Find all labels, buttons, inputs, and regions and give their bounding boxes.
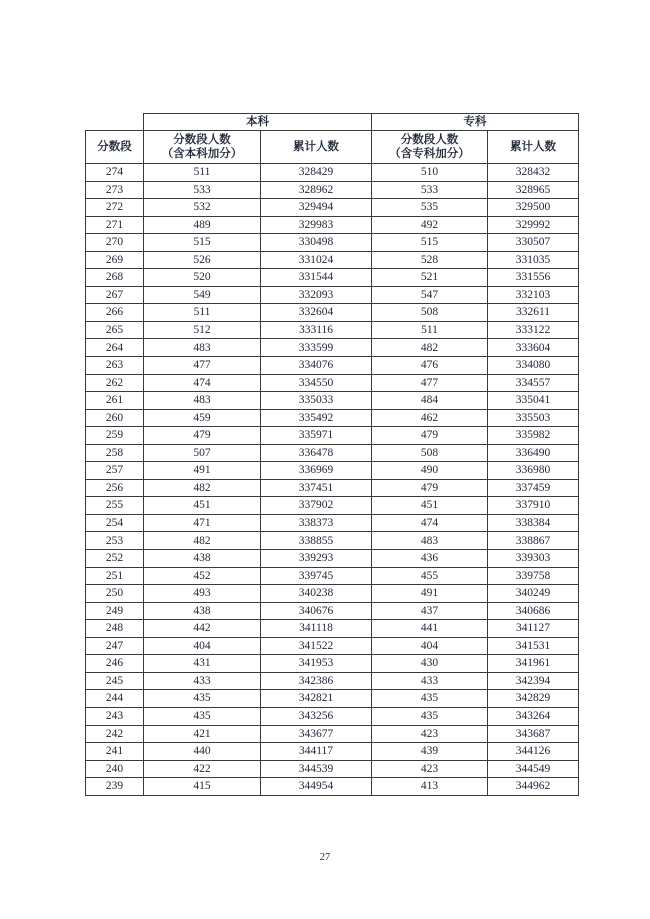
table-cell: 526: [144, 251, 261, 269]
table-cell: 246: [86, 655, 144, 673]
table-cell: 336980: [488, 462, 579, 480]
table-cell: 260: [86, 409, 144, 427]
table-cell: 328432: [488, 164, 579, 182]
table-cell: 329500: [488, 199, 579, 217]
table-cell: 337451: [261, 479, 372, 497]
table-cell: 442: [144, 620, 261, 638]
table-cell: 471: [144, 514, 261, 532]
table-cell: 482: [144, 479, 261, 497]
table-cell: 342386: [261, 672, 372, 690]
table-cell: 341127: [488, 620, 579, 638]
table-cell: 240: [86, 760, 144, 778]
header-jc-segment-count-line1: 分数段人数: [400, 133, 459, 146]
table-cell: 493: [144, 585, 261, 603]
table-cell: 337902: [261, 497, 372, 515]
table-cell: 341961: [488, 655, 579, 673]
table-header-group-row: [86, 114, 579, 131]
table-cell: 344962: [488, 778, 579, 796]
table-cell: 341953: [261, 655, 372, 673]
table-row: [86, 357, 579, 375]
table-row: [86, 567, 579, 585]
table-row: [86, 672, 579, 690]
table-cell: 483: [372, 532, 488, 550]
table-cell: 342821: [261, 690, 372, 708]
table-cell: 455: [372, 567, 488, 585]
table-cell: 274: [86, 164, 144, 182]
table-cell: 329494: [261, 199, 372, 217]
table-cell: 268: [86, 269, 144, 287]
table-cell: 515: [372, 234, 488, 252]
table-cell: 479: [372, 479, 488, 497]
table-row: [86, 532, 579, 550]
table-cell: 335971: [261, 427, 372, 445]
table-cell: 333599: [261, 339, 372, 357]
table-cell: 332611: [488, 304, 579, 322]
table-row: [86, 620, 579, 638]
table-row: [86, 392, 579, 410]
table-cell: 344549: [488, 760, 579, 778]
table-row: [86, 637, 579, 655]
table-cell: 335503: [488, 409, 579, 427]
table-row: [86, 181, 579, 199]
table-cell: 271: [86, 216, 144, 234]
table-cell: 491: [372, 585, 488, 603]
table-cell: 333122: [488, 321, 579, 339]
table-cell: 479: [144, 427, 261, 445]
table-cell: 462: [372, 409, 488, 427]
table-cell: 342394: [488, 672, 579, 690]
table-cell: 241: [86, 743, 144, 761]
table-cell: 338384: [488, 514, 579, 532]
table-cell: 335041: [488, 392, 579, 410]
table-cell: 437: [372, 602, 488, 620]
table-cell: 511: [372, 321, 488, 339]
table-cell: 342829: [488, 690, 579, 708]
table-cell: 255: [86, 497, 144, 515]
table-cell: 549: [144, 286, 261, 304]
table-cell: 343687: [488, 725, 579, 743]
table-cell: 436: [372, 550, 488, 568]
table-cell: 331024: [261, 251, 372, 269]
table-cell: 477: [144, 357, 261, 375]
table-cell: 250: [86, 585, 144, 603]
table-cell: 337910: [488, 497, 579, 515]
table-cell: 270: [86, 234, 144, 252]
table-cell: 338867: [488, 532, 579, 550]
table-cell: 415: [144, 778, 261, 796]
table-cell: 421: [144, 725, 261, 743]
table-row: [86, 725, 579, 743]
table-cell: 344539: [261, 760, 372, 778]
score-table-body: [86, 164, 579, 796]
table-cell: 533: [372, 181, 488, 199]
table-cell: 344126: [488, 743, 579, 761]
header-undergraduate-group: 本科: [144, 114, 372, 131]
table-cell: 413: [372, 778, 488, 796]
table-cell: 511: [144, 164, 261, 182]
table-cell: 435: [144, 707, 261, 725]
table-row: [86, 462, 579, 480]
table-cell: 343256: [261, 707, 372, 725]
table-cell: 528: [372, 251, 488, 269]
table-row: [86, 497, 579, 515]
table-cell: 404: [144, 637, 261, 655]
table-cell: 441: [372, 620, 488, 638]
table-cell: 261: [86, 392, 144, 410]
table-cell: 336490: [488, 444, 579, 462]
table-row: [86, 743, 579, 761]
table-cell: 344954: [261, 778, 372, 796]
header-junior-college-group: 专科: [372, 114, 579, 131]
table-cell: 328965: [488, 181, 579, 199]
table-cell: 249: [86, 602, 144, 620]
table-cell: 508: [372, 304, 488, 322]
table-row: [86, 427, 579, 445]
table-cell: 247: [86, 637, 144, 655]
table-cell: 332103: [488, 286, 579, 304]
table-cell: 245: [86, 672, 144, 690]
table-cell: 243: [86, 707, 144, 725]
table-row: [86, 444, 579, 462]
table-cell: 272: [86, 199, 144, 217]
table-cell: 438: [144, 550, 261, 568]
header-jc-segment-count-line2: （含专科加分）: [389, 148, 470, 160]
table-row: [86, 269, 579, 287]
table-cell: 254: [86, 514, 144, 532]
table-cell: 330498: [261, 234, 372, 252]
table-cell: 511: [144, 304, 261, 322]
table-cell: 483: [144, 339, 261, 357]
table-cell: 332604: [261, 304, 372, 322]
table-cell: 476: [372, 357, 488, 375]
table-cell: 331556: [488, 269, 579, 287]
header-ug-segment-count-line1: 分数段人数: [173, 133, 231, 146]
header-jc-segment-count: [372, 131, 488, 164]
table-cell: 520: [144, 269, 261, 287]
table-cell: 239: [86, 778, 144, 796]
table-cell: 474: [372, 514, 488, 532]
table-cell: 484: [372, 392, 488, 410]
table-row: [86, 409, 579, 427]
table-cell: 451: [372, 497, 488, 515]
table-cell: 452: [144, 567, 261, 585]
table-cell: 256: [86, 479, 144, 497]
table-cell: 477: [372, 374, 488, 392]
table-cell: 482: [372, 339, 488, 357]
table-cell: 340676: [261, 602, 372, 620]
table-cell: 435: [372, 707, 488, 725]
table-cell: 336478: [261, 444, 372, 462]
header-corner-cell: [86, 114, 144, 131]
table-cell: 269: [86, 251, 144, 269]
table-cell: 435: [144, 690, 261, 708]
table-cell: 333604: [488, 339, 579, 357]
table-row: [86, 602, 579, 620]
table-cell: 341522: [261, 637, 372, 655]
table-cell: 329992: [488, 216, 579, 234]
table-cell: 482: [144, 532, 261, 550]
table-cell: 535: [372, 199, 488, 217]
table-row: [86, 374, 579, 392]
table-cell: 451: [144, 497, 261, 515]
table-cell: 423: [372, 760, 488, 778]
header-ug-cumulative: 累计人数: [261, 131, 372, 164]
table-cell: 343264: [488, 707, 579, 725]
table-cell: 262: [86, 374, 144, 392]
table-cell: 337459: [488, 479, 579, 497]
table-cell: 334550: [261, 374, 372, 392]
table-cell: 267: [86, 286, 144, 304]
table-cell: 264: [86, 339, 144, 357]
table-cell: 334557: [488, 374, 579, 392]
table-cell: 339303: [488, 550, 579, 568]
table-cell: 440: [144, 743, 261, 761]
table-cell: 333116: [261, 321, 372, 339]
table-cell: 335492: [261, 409, 372, 427]
table-cell: 328962: [261, 181, 372, 199]
table-row: [86, 199, 579, 217]
table-header-sub-row: [86, 131, 579, 164]
table-cell: 492: [372, 216, 488, 234]
table-cell: 331544: [261, 269, 372, 287]
table-cell: 266: [86, 304, 144, 322]
table-cell: 510: [372, 164, 488, 182]
table-cell: 483: [144, 392, 261, 410]
table-cell: 334076: [261, 357, 372, 375]
table-row: [86, 304, 579, 322]
table-cell: 433: [372, 672, 488, 690]
table-cell: 335033: [261, 392, 372, 410]
table-row: [86, 339, 579, 357]
score-distribution-table: [85, 113, 579, 796]
table-cell: 338855: [261, 532, 372, 550]
table-cell: 242: [86, 725, 144, 743]
table-row: [86, 234, 579, 252]
table-row: [86, 585, 579, 603]
table-row: [86, 164, 579, 182]
table-row: [86, 550, 579, 568]
table-cell: 423: [372, 725, 488, 743]
table-cell: 329983: [261, 216, 372, 234]
table-cell: 257: [86, 462, 144, 480]
table-cell: 252: [86, 550, 144, 568]
table-row: [86, 690, 579, 708]
table-row: [86, 321, 579, 339]
table-cell: 339758: [488, 567, 579, 585]
table-cell: 341531: [488, 637, 579, 655]
table-cell: 430: [372, 655, 488, 673]
table-cell: 339293: [261, 550, 372, 568]
table-cell: 344117: [261, 743, 372, 761]
table-cell: 340238: [261, 585, 372, 603]
table-cell: 491: [144, 462, 261, 480]
table-row: [86, 514, 579, 532]
table-cell: 331035: [488, 251, 579, 269]
table-row: [86, 251, 579, 269]
table-cell: 439: [372, 743, 488, 761]
table-cell: 515: [144, 234, 261, 252]
table-cell: 459: [144, 409, 261, 427]
table-row: [86, 479, 579, 497]
table-cell: 438: [144, 602, 261, 620]
table-cell: 508: [372, 444, 488, 462]
table-cell: 253: [86, 532, 144, 550]
table-row: [86, 760, 579, 778]
table-cell: 490: [372, 462, 488, 480]
table-cell: 251: [86, 567, 144, 585]
table-row: [86, 778, 579, 796]
table-cell: 334080: [488, 357, 579, 375]
page-number: 27: [319, 852, 331, 863]
table-cell: 474: [144, 374, 261, 392]
table-row: [86, 655, 579, 673]
table-cell: 273: [86, 181, 144, 199]
table-cell: 330507: [488, 234, 579, 252]
table-cell: 259: [86, 427, 144, 445]
table-cell: 431: [144, 655, 261, 673]
table-cell: 422: [144, 760, 261, 778]
table-cell: 507: [144, 444, 261, 462]
table-cell: 489: [144, 216, 261, 234]
table-cell: 533: [144, 181, 261, 199]
table-row: [86, 707, 579, 725]
table-cell: 532: [144, 199, 261, 217]
table-cell: 340249: [488, 585, 579, 603]
header-ug-segment-count: [144, 131, 261, 164]
table-cell: 339745: [261, 567, 372, 585]
table-cell: 341118: [261, 620, 372, 638]
table-cell: 547: [372, 286, 488, 304]
header-score-segment: 分数段: [86, 131, 144, 164]
table-cell: 338373: [261, 514, 372, 532]
table-cell: 332093: [261, 286, 372, 304]
table-cell: 336969: [261, 462, 372, 480]
table-cell: 328429: [261, 164, 372, 182]
table-cell: 263: [86, 357, 144, 375]
table-cell: 433: [144, 672, 261, 690]
table-cell: 512: [144, 321, 261, 339]
table-cell: 248: [86, 620, 144, 638]
table-cell: 435: [372, 690, 488, 708]
table-row: [86, 286, 579, 304]
header-ug-segment-count-line2: （含本科加分）: [161, 148, 243, 160]
header-jc-cumulative: 累计人数: [488, 131, 579, 164]
table-cell: 404: [372, 637, 488, 655]
table-row: [86, 216, 579, 234]
table-cell: 335982: [488, 427, 579, 445]
table-cell: 479: [372, 427, 488, 445]
table-cell: 258: [86, 444, 144, 462]
table-cell: 244: [86, 690, 144, 708]
table-cell: 521: [372, 269, 488, 287]
table-cell: 343677: [261, 725, 372, 743]
table-cell: 265: [86, 321, 144, 339]
table-cell: 340686: [488, 602, 579, 620]
